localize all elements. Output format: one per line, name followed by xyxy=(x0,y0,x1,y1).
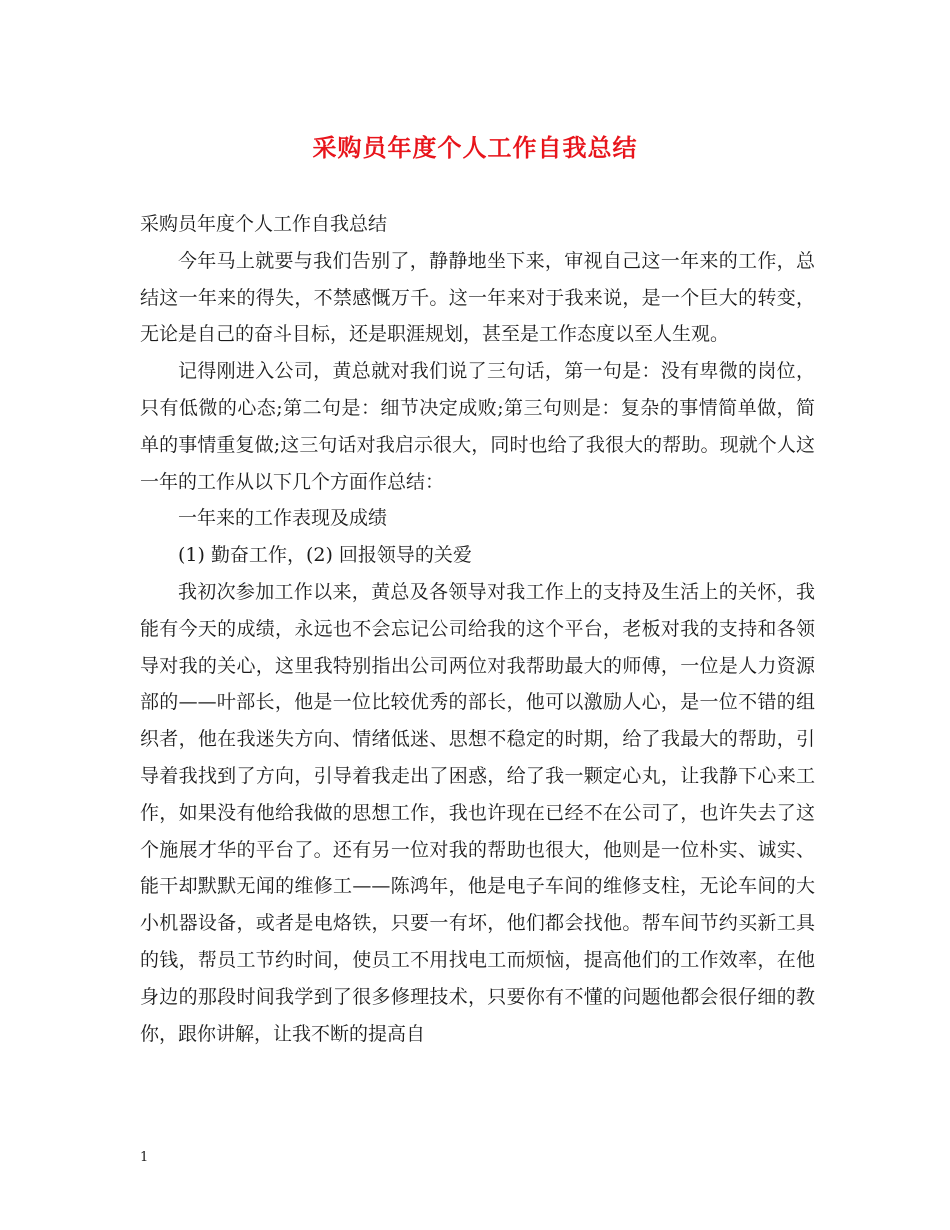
document-title: 采购员年度个人工作自我总结 xyxy=(312,133,638,162)
subtitle-paragraph: 采购员年度个人工作自我总结 xyxy=(140,213,388,235)
body-paragraph: 我初次参加工作以来，黄总及各领导对我工作上的支持及生活上的关怀，我能有今天的成绩，永远也不会忘记公司给我的这个平台，老板对我的支持和各领导对我的关心，这里我特别指出公司两位对我帮助最大的师傅，一位是人力资源部的——叶部长，他是一位比较优秀的部长，他可以激励人心，是一位不错的组织者，他在我迷失方向、情绪低迷、思想不稳定的时期，给了我最大的帮助，引导着我找到了方向，引导着我走出了困惑，给了我一颗定心丸，让我静下心来工作，如果没有他给我做的思想工作，我也许现在已经不在公司了，也许失去了这个施展才华的平台了。还有另一位对我的帮助也很大，他则是一位朴实、诚实、能干却默默无闻的维修工——陈鸿年，他是电子车间的维修支柱，无论车间的大小机器设备，或者是电烙铁，只要一有坏，他们都会找他。帮车间节约买新工具的钱，帮员工节约时间，使员工不用找电工而烦恼，提高他们的工作效率，在他身边的那段时间我学到了很多修理技术，只要你有不懂的问题他都会很仔细的教你，跟你讲解，让我不断的提高自 xyxy=(140,580,815,1045)
body-paragraph: 今年马上就要与我们告别了，静静地坐下来，审视自己这一年来的工作，总结这一年来的得失，不禁感慨万千。这一年来对于我来说，是一个巨大的转变，无论是自己的奋斗目标，还是职涯规划，甚至是工作态度以至人生观。 xyxy=(140,249,815,346)
body-paragraph: 记得刚进入公司，黄总就对我们说了三句话，第一句是：没有卑微的岗位，只有低微的心态;第二句是：细节决定成败;第三句则是：复杂的事情简单做，简单的事情重复做;这三句话对我启示很大，同时也给了我很大的帮助。现就个人这一年的工作从以下几个方面作总结： xyxy=(140,360,815,493)
section-heading: 一年来的工作表现及成绩 xyxy=(178,507,388,530)
section-subheading: (1) 勤奋工作，(2) 回报领导的关爱 xyxy=(178,544,472,567)
document-body xyxy=(140,206,815,1052)
page-number: 1 xyxy=(140,1150,149,1165)
